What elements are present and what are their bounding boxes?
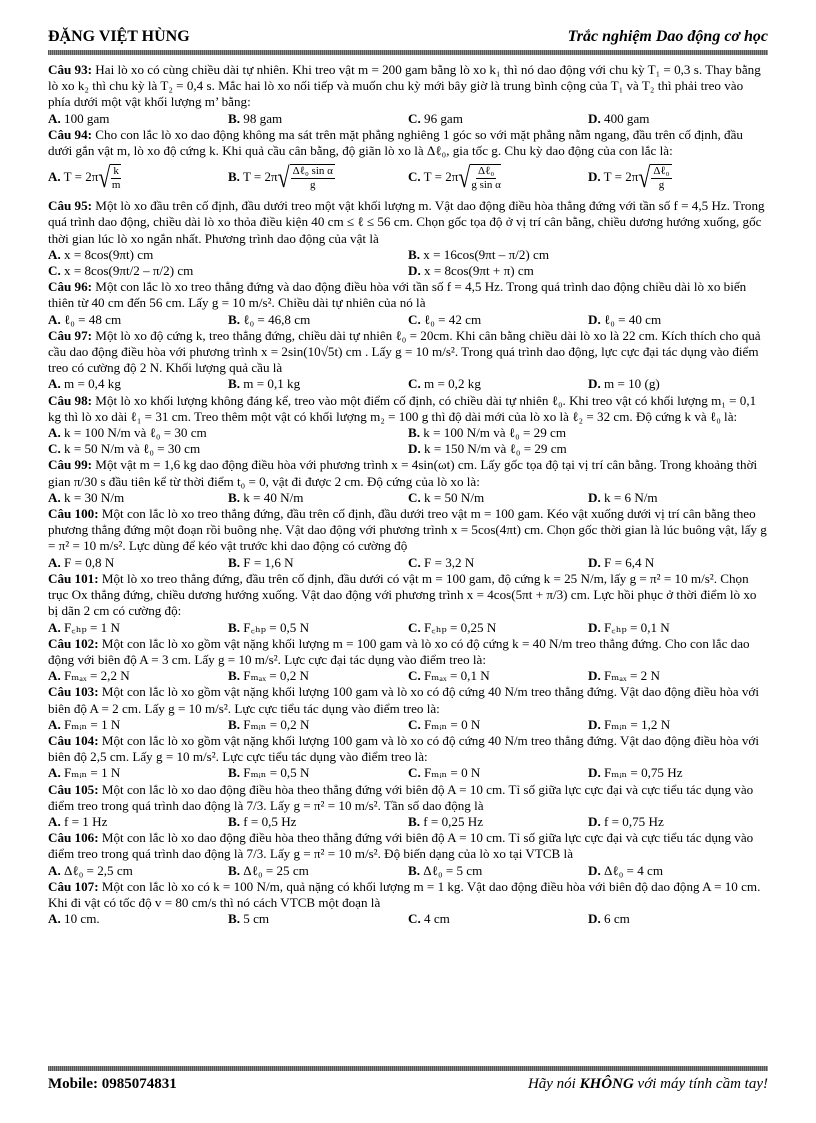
answer-option[interactable] <box>408 441 768 457</box>
option-letter: A. <box>48 169 61 185</box>
answer-option[interactable] <box>408 263 768 279</box>
answer-option[interactable] <box>48 247 408 263</box>
fraction <box>291 165 335 192</box>
sqrt-symbol <box>638 161 671 194</box>
slogan-emphasis: KHÔNG <box>579 1076 634 1092</box>
option-letter: A. <box>48 911 61 927</box>
option-letter: C. <box>408 376 421 392</box>
radicand <box>110 164 121 192</box>
option-letter: C. <box>48 263 61 279</box>
question-text: Một lò xo độ cứng k, treo thẳng đứng, chiều dài tự nhiên ℓ₀ = 20cm. Khi cân bằng chiều dài lò xo là 22 cm. Kích thích cho quả cầu dao động điều hòa với phương trình x = 2sin(10√5t) cm . Lấy g = 10 m/s². Trong quá trình dao động, lực cực đại tác dụng vào điểm treo có cường độ 2 N. Khối lượng quả cầu là <box>48 327 761 376</box>
option-letter: D. <box>588 911 601 927</box>
answer-option[interactable] <box>408 814 588 830</box>
option-letter: A. <box>48 716 61 732</box>
option-text: x = 8cos(9πt + π) cm <box>424 263 534 279</box>
option-text: 400 gam <box>604 110 650 126</box>
question-stem <box>48 684 768 716</box>
option-letter: D. <box>588 376 601 392</box>
option-letter: B. <box>408 862 421 878</box>
answer-option[interactable] <box>408 765 588 781</box>
answer-option[interactable] <box>408 620 588 636</box>
option-text: f = 1 Hz <box>64 813 108 829</box>
answer-option[interactable] <box>408 161 588 194</box>
option-letter: C. <box>408 765 421 781</box>
answer-option[interactable] <box>48 376 228 392</box>
option-letter: D. <box>588 489 601 505</box>
question-text: Một con lắc lò xo treo thẳng đứng, đầu trên cố định, đầu dưới treo vật m = 100 gam. Kéo vật xuống dưới vị trí cân bằng theo phương thẳng đứng một đoạn rồi buông nhẹ. Vật dao động với phương trình x = 5cos(4πt) cm. Chọn gốc thời gian là lúc buông vật, lấy g = π² = 10 m/s². Lực dùng để kéo vật trước khi dao động có cường độ <box>48 506 767 554</box>
option-text: Fₘᵢₙ = 0 N <box>424 716 481 732</box>
answer-options <box>48 863 768 879</box>
fraction-numerator: Δℓ₀ <box>653 165 670 178</box>
question-number: Câu 96: <box>48 279 93 295</box>
option-text: 96 gam <box>424 110 463 126</box>
question-stem <box>48 62 768 111</box>
question-text: Một lò xo đầu trên cố định, đầu dưới treo một vật khối lượng m. Vật dao động điều hòa thẳng đứng với tần số f = 4,5 Hz. Trong quá trình dao động, chiều dài lò xo thỏa điều kiện 40 cm ≤ ℓ ≤ 56 cm. Chọn gốc tọa độ ở vị trí cân bằng, chiều dương hướng xuống, gốc thời gian lúc lò xo ngắn nhất. Phương trình dao động của vật là <box>48 198 765 246</box>
option-text: Fₘᵢₙ = 1 N <box>64 716 121 732</box>
option-text: 98 gam <box>243 110 283 126</box>
answer-options <box>48 247 768 263</box>
answer-option[interactable] <box>588 911 768 927</box>
option-text: F꜀ₕₚ = 0,1 N <box>604 619 670 635</box>
answer-options <box>48 490 768 506</box>
option-text: Fₘₐₓ = 2,2 N <box>64 668 130 684</box>
option-letter: A. <box>48 554 61 570</box>
option-text: Fₘᵢₙ = 0 N <box>424 765 481 781</box>
option-text: F = 3,2 N <box>424 554 475 570</box>
answer-option[interactable] <box>48 161 228 194</box>
answer-option[interactable] <box>228 111 408 127</box>
option-letter: D. <box>588 619 601 635</box>
option-letter: A. <box>48 813 61 829</box>
option-letter: D. <box>408 263 421 279</box>
question-stem <box>48 830 768 862</box>
question-number: Câu 99: <box>48 457 93 473</box>
question-stem <box>48 393 768 425</box>
option-text: k = 50 N/m và ℓ₀ = 30 cm <box>64 441 201 457</box>
option-text: k = 6 N/m <box>604 489 658 505</box>
option-letter: A. <box>48 376 61 392</box>
option-letter: C. <box>408 619 421 635</box>
question-number: Câu 97: <box>48 327 93 343</box>
question-stem <box>48 879 768 911</box>
answer-option[interactable] <box>48 765 228 781</box>
question-number: Câu 100: <box>48 506 99 522</box>
question-number: Câu 101: <box>48 570 99 586</box>
page-header <box>48 24 768 48</box>
option-text: F꜀ₕₚ = 0,25 N <box>424 619 497 635</box>
answer-option[interactable] <box>48 263 408 279</box>
question-stem <box>48 328 768 377</box>
option-letter: C. <box>408 554 421 570</box>
answer-options <box>48 717 768 733</box>
option-letter: B. <box>408 813 421 829</box>
answer-options <box>48 312 768 328</box>
answer-option[interactable] <box>48 620 228 636</box>
option-text: 10 cm. <box>64 911 100 927</box>
question-number: Câu 94: <box>48 126 93 142</box>
option-text: F = 0,8 N <box>64 554 115 570</box>
radicand <box>650 164 671 192</box>
answer-options <box>48 555 768 571</box>
radical-sign: √ <box>638 161 651 194</box>
answer-option[interactable] <box>588 490 768 506</box>
answer-option[interactable] <box>588 555 768 571</box>
radicand <box>290 164 335 192</box>
option-text: Δℓ₀ = 5 cm <box>423 862 483 878</box>
fraction <box>471 165 501 192</box>
option-letter: D. <box>588 169 601 185</box>
option-text: Δℓ₀ = 4 cm <box>604 862 664 878</box>
answer-options <box>48 620 768 636</box>
question-text: Cho con lắc lò xo dao động không ma sát trên mặt phẳng nghiêng 1 góc so với mặt phẳng nằm ngang, đầu trên cố định, đầu dưới gắn vật m, lò xo độ cứng k. Khi quả cầu cân bằng, độ giãn lò xo là Δℓ₀, gia tốc g. Chu kỳ dao động của con lắc là: <box>48 126 743 159</box>
option-text: 100 gam <box>64 110 110 126</box>
answer-option[interactable] <box>408 863 588 879</box>
answer-options <box>48 425 768 441</box>
question-number: Câu 95: <box>48 198 93 214</box>
option-text: m = 0,2 kg <box>424 376 481 392</box>
question-number: Câu 104: <box>48 732 99 748</box>
fraction-denominator: g sin α <box>471 179 501 192</box>
answer-option[interactable] <box>48 312 228 328</box>
answer-option[interactable] <box>228 717 408 733</box>
answer-option[interactable] <box>408 911 588 927</box>
footer-rule <box>48 1066 768 1071</box>
option-letter: D. <box>588 311 601 327</box>
option-text: ℓ₀ = 48 cm <box>64 311 122 327</box>
option-letter: B. <box>228 911 241 927</box>
option-text: k = 150 N/m và ℓ₀ = 29 cm <box>424 441 567 457</box>
footer-mobile: Mobile: 0985074831 <box>48 1076 177 1092</box>
answer-option[interactable] <box>48 111 228 127</box>
option-text: f = 0,25 Hz <box>423 813 484 829</box>
option-text: Fₘᵢₙ = 1,2 N <box>604 716 671 732</box>
option-letter: D. <box>588 813 601 829</box>
slogan-end: với máy tính cầm tay! <box>633 1076 768 1092</box>
slogan-start: Hãy nói <box>527 1076 580 1092</box>
question-text: Một con lắc lò xo gồm vật nặng khối lượng 100 gam và lò xo có độ cứng 40 N/m treo thẳng đứng. Vật dao động điều hòa với biên độ A = 2 cm. Lấy g = 10 m/s². Lực cực tiểu tác dụng vào điểm treo là: <box>48 684 759 716</box>
radicand <box>470 164 501 192</box>
sqrt-symbol <box>98 161 121 194</box>
answer-options <box>48 376 768 392</box>
document-title: Trắc nghiệm Dao động cơ học <box>567 28 768 45</box>
option-letter: B. <box>228 765 241 781</box>
option-letter: B. <box>228 489 241 505</box>
question-text: Một vật m = 1,6 kg dao động điều hòa với phương trình x = 4sin(ωt) cm. Lấy gốc tọa độ tại vị trí cân bằng. Trong khoảng thời gian π/30 s đầu tiên kể từ thời điểm t₀ = 0, vật đi được 2 cm. Độ cứng của lò xo là: <box>48 457 758 489</box>
answer-option[interactable] <box>588 111 768 127</box>
fraction <box>651 165 671 192</box>
formula-prefix: T = 2π <box>242 169 278 185</box>
question-stem <box>48 198 768 247</box>
author-name: ĐẶNG VIỆT HÙNG <box>48 28 190 45</box>
answer-option[interactable] <box>588 814 768 830</box>
option-text: x = 16cos(9πt – π/2) cm <box>423 246 549 262</box>
option-letter: B. <box>228 716 241 732</box>
option-letter: B. <box>228 554 241 570</box>
answer-option[interactable] <box>588 620 768 636</box>
question-text: Một con lắc lò xo dao động điều hòa theo thẳng đứng với biên độ A = 10 cm. Tỉ số giữa lực cực đại và cực tiểu tác dụng vào điểm treo trong quá trình dao động là 7/3. Lấy g = π² = 10 m/s². Tần số dao động là <box>48 781 754 813</box>
option-letter: A. <box>48 246 61 262</box>
header-rule <box>48 50 768 55</box>
answer-option[interactable] <box>48 911 228 927</box>
radical-sign: √ <box>98 161 111 194</box>
option-letter: D. <box>588 668 601 684</box>
answer-option[interactable] <box>48 490 228 506</box>
option-text: 5 cm <box>243 911 270 927</box>
option-letter: A. <box>48 311 61 327</box>
option-text: m = 10 (g) <box>604 376 660 392</box>
fraction-denominator: g <box>658 179 665 192</box>
option-letter: C. <box>48 441 61 457</box>
answer-option[interactable] <box>588 765 768 781</box>
option-letter: B. <box>228 813 241 829</box>
sqrt-symbol <box>458 161 501 194</box>
option-letter: D. <box>588 554 601 570</box>
question-text: Một con lắc lò xo có k = 100 N/m, quả nặng có khối lượng m = 1 kg. Vật dao động điều hòa với biên độ dao động A = 10 cm. Khi đi vật có tốc độ v = 80 cm/s thì nó cách VTCB một đoạn là <box>48 878 761 910</box>
option-text: ℓ₀ = 42 cm <box>424 311 482 327</box>
option-letter: C. <box>408 311 421 327</box>
question-number: Câu 103: <box>48 684 99 700</box>
question-stem <box>48 782 768 814</box>
question-list <box>48 62 768 927</box>
answer-option[interactable] <box>588 668 768 684</box>
option-text: f = 0,75 Hz <box>604 813 664 829</box>
question-text: Một con lắc lò xo gồm vật nặng khối lượng 100 gam và lò xo có độ cứng 40 N/m treo thẳng đứng. Vật dao động điều hòa với biên độ 2,5 cm. Lấy g = 10 m/s². Lực cực tiểu tác dụng vào điểm treo là: <box>48 732 759 765</box>
question-text: Một con lắc lò xo dao động điều hòa theo thẳng đứng với biên độ A = 10 cm. Tỉ số giữa lực cực đại và cực tiểu tác dụng vào điểm treo trong quá trình dao động là 7/3. Lấy g = π² = 10 m/s². Độ biến dạng của lò xo tại VTCB là <box>48 830 754 862</box>
option-letter: B. <box>228 376 241 392</box>
answer-option[interactable] <box>48 555 228 571</box>
option-text: F꜀ₕₚ = 1 N <box>64 619 120 635</box>
option-letter: C. <box>408 110 421 126</box>
question-number: Câu 102: <box>48 635 99 651</box>
option-text: Fₘₐₓ = 0,1 N <box>424 668 490 684</box>
question-number: Câu 93: <box>48 62 93 77</box>
formula-prefix: T = 2π <box>603 169 639 185</box>
answer-options <box>48 814 768 830</box>
answer-option[interactable] <box>228 555 408 571</box>
option-text: ℓ₀ = 40 cm <box>604 311 662 327</box>
option-letter: B. <box>228 311 241 327</box>
fraction <box>111 165 121 192</box>
answer-option[interactable] <box>408 312 588 328</box>
option-letter: B. <box>408 425 421 441</box>
answer-option[interactable] <box>408 490 588 506</box>
option-letter: A. <box>48 668 61 684</box>
answer-options <box>48 668 768 684</box>
formula-prefix: T = 2π <box>63 169 99 185</box>
option-text: x = 8cos(9πt) cm <box>64 246 154 262</box>
option-letter: B. <box>228 862 241 878</box>
answer-option[interactable] <box>588 312 768 328</box>
option-letter: D. <box>588 110 601 126</box>
question-number: Câu 105: <box>48 781 99 797</box>
answer-options <box>48 911 768 927</box>
question-stem <box>48 636 768 668</box>
option-letter: D. <box>408 441 421 457</box>
option-letter: A. <box>48 110 61 126</box>
answer-option[interactable] <box>48 425 408 441</box>
option-letter: C. <box>408 169 421 185</box>
option-text: Δℓ₀ = 2,5 cm <box>64 862 133 878</box>
answer-option[interactable] <box>408 668 588 684</box>
option-text: Fₘₐₓ = 2 N <box>604 668 660 684</box>
option-text: 4 cm <box>424 911 450 927</box>
fraction-numerator: Δℓ₀ <box>478 165 495 178</box>
option-text: F꜀ₕₚ = 0,5 N <box>243 619 310 635</box>
option-text: Fₘᵢₙ = 0,75 Hz <box>604 765 683 781</box>
question-text: Một con lắc lò xo treo thẳng đứng và dao động điều hòa với tần số f = 4,5 Hz. Trong quá trình dao động chiều dài lò xo biến thiên từ 40 cm đến 56 cm. Lấy g = 10 m/s². Chiều dài tự nhiên của nó là <box>48 279 747 311</box>
answer-option[interactable] <box>228 376 408 392</box>
answer-options <box>48 111 768 127</box>
option-text: f = 0,5 Hz <box>243 813 297 829</box>
option-letter: B. <box>228 668 241 684</box>
option-letter: A. <box>48 862 61 878</box>
option-text: Fₘᵢₙ = 0,2 N <box>243 716 310 732</box>
option-letter: A. <box>48 619 61 635</box>
option-text: Δℓ₀ = 25 cm <box>243 862 309 878</box>
formula-prefix: T = 2π <box>423 169 459 185</box>
option-letter: D. <box>588 765 601 781</box>
answer-option[interactable] <box>588 161 768 194</box>
option-letter: C. <box>408 911 421 927</box>
fraction-denominator: g <box>310 179 316 192</box>
answer-option[interactable] <box>48 668 228 684</box>
question-stem <box>48 279 768 311</box>
option-text: m = 0,1 kg <box>243 376 301 392</box>
answer-option[interactable] <box>228 668 408 684</box>
option-letter: C. <box>408 489 421 505</box>
answer-option[interactable] <box>408 111 588 127</box>
question-text: Một lò xo khối lượng không đáng kể, treo vào một điểm cố định, có chiều dài tự nhiên ℓ₀. Khi treo vật có khối lượng m₁ = 0,1 kg thì lò xo dài ℓ₁ = 31 cm. Treo thêm một vật có khối lượng m₂ = 100 g thì độ dài mới của lò xo là ℓ₂ = 32 cm. Độ cứng k và ℓ₀ là: <box>48 392 757 424</box>
option-letter: D. <box>588 716 601 732</box>
answer-options <box>48 263 768 279</box>
question-stem <box>48 127 768 159</box>
option-letter: C. <box>408 716 421 732</box>
option-letter: B. <box>408 246 421 262</box>
option-letter: C. <box>408 668 421 684</box>
answer-option[interactable] <box>228 814 408 830</box>
option-text: m = 0,4 kg <box>64 376 121 392</box>
radical-sign: √ <box>277 161 290 194</box>
answer-option[interactable] <box>48 863 228 879</box>
fraction-denominator: m <box>111 179 121 192</box>
answer-option[interactable] <box>408 425 768 441</box>
question-text: Một lò xo treo thẳng đứng, đầu trên cố định, đầu dưới có vật m = 100 gam, độ cứng k = 25 N/m, lấy g = π² = 10 m/s². Chọn trục Ox thẳng đứng, chiều dương hướng xuống. Vật dao động với phương trình x = 4cos(5πt + π/3) cm. Lực hồi phục ở thời điểm lò xo bị dãn 2 cm có cường độ: <box>48 570 757 619</box>
option-letter: B. <box>228 619 241 635</box>
answer-option[interactable] <box>588 376 768 392</box>
option-letter: A. <box>48 765 61 781</box>
option-text: k = 100 N/m và ℓ₀ = 29 cm <box>423 425 567 441</box>
option-text: Fₘᵢₙ = 0,5 N <box>243 765 310 781</box>
answer-option[interactable] <box>408 376 588 392</box>
radical-sign: √ <box>458 161 471 194</box>
option-letter: A. <box>48 489 61 505</box>
answer-options <box>48 765 768 781</box>
question-number: Câu 106: <box>48 830 99 846</box>
answer-option[interactable] <box>408 247 768 263</box>
question-text: Một con lắc lò xo gồm vật nặng khối lượng m = 100 gam và lò xo có độ cứng k = 40 N/m treo thẳng đứng. Cho con lắc dao động với biên độ A = 3 cm. Lấy g = 10 m/s². Lực cực đại tác dụng vào điểm treo là: <box>48 635 750 667</box>
fraction-numerator: k <box>113 165 119 178</box>
answer-option[interactable] <box>228 490 408 506</box>
option-letter: D. <box>588 862 601 878</box>
answer-option[interactable] <box>228 161 408 194</box>
footer-slogan <box>528 1076 768 1093</box>
answer-option[interactable] <box>408 555 588 571</box>
fraction-numerator: Δℓ₀ sin α <box>292 165 333 178</box>
answer-option[interactable] <box>228 312 408 328</box>
answer-option[interactable] <box>588 863 768 879</box>
question-number: Câu 98: <box>48 392 93 408</box>
question-text: Hai lò xo có cùng chiều dài tự nhiên. Khi treo vật m = 200 gam bằng lò xo k₁ thì nó dao động với chu kỳ T₁ = 0,3 s. Thay bằng lò xo k₂ thì chu kỳ là T₂ = 0,4 s. Mắc hai lò xo nối tiếp và muốn chu kỳ mới bây giờ là trung bình cộng của T₁ và T₂ thì phải treo vào phía dưới một vật khối lượng m’ bằng: <box>48 62 761 110</box>
answer-option[interactable] <box>228 765 408 781</box>
answer-option[interactable] <box>228 911 408 927</box>
option-text: Fₘᵢₙ = 1 N <box>64 765 121 781</box>
option-letter: B. <box>228 169 240 185</box>
question-stem <box>48 457 768 489</box>
option-text: k = 50 N/m <box>424 489 485 505</box>
answer-option[interactable] <box>48 717 228 733</box>
answer-option[interactable] <box>228 863 408 879</box>
answer-option[interactable] <box>228 620 408 636</box>
question-stem <box>48 506 768 555</box>
option-text: x = 8cos(9πt/2 – π/2) cm <box>64 263 194 279</box>
answer-options <box>48 441 768 457</box>
answer-option[interactable] <box>48 814 228 830</box>
question-stem <box>48 571 768 620</box>
option-letter: A. <box>48 425 61 441</box>
answer-option[interactable] <box>588 717 768 733</box>
sqrt-symbol <box>277 161 335 194</box>
answer-option[interactable] <box>48 441 408 457</box>
option-text: k = 40 N/m <box>243 489 304 505</box>
question-number: Câu 107: <box>48 878 99 894</box>
answer-option[interactable] <box>408 717 588 733</box>
option-text: 6 cm <box>604 911 630 927</box>
option-text: k = 30 N/m <box>64 489 125 505</box>
question-stem <box>48 733 768 765</box>
option-text: F = 6,4 N <box>604 554 655 570</box>
option-text: ℓ₀ = 46,8 cm <box>243 311 311 327</box>
option-letter: B. <box>228 110 241 126</box>
answer-options <box>48 161 768 195</box>
option-text: Fₘₐₓ = 0,2 N <box>243 668 310 684</box>
option-text: F = 1,6 N <box>243 554 294 570</box>
option-text: k = 100 N/m và ℓ₀ = 30 cm <box>64 425 207 441</box>
